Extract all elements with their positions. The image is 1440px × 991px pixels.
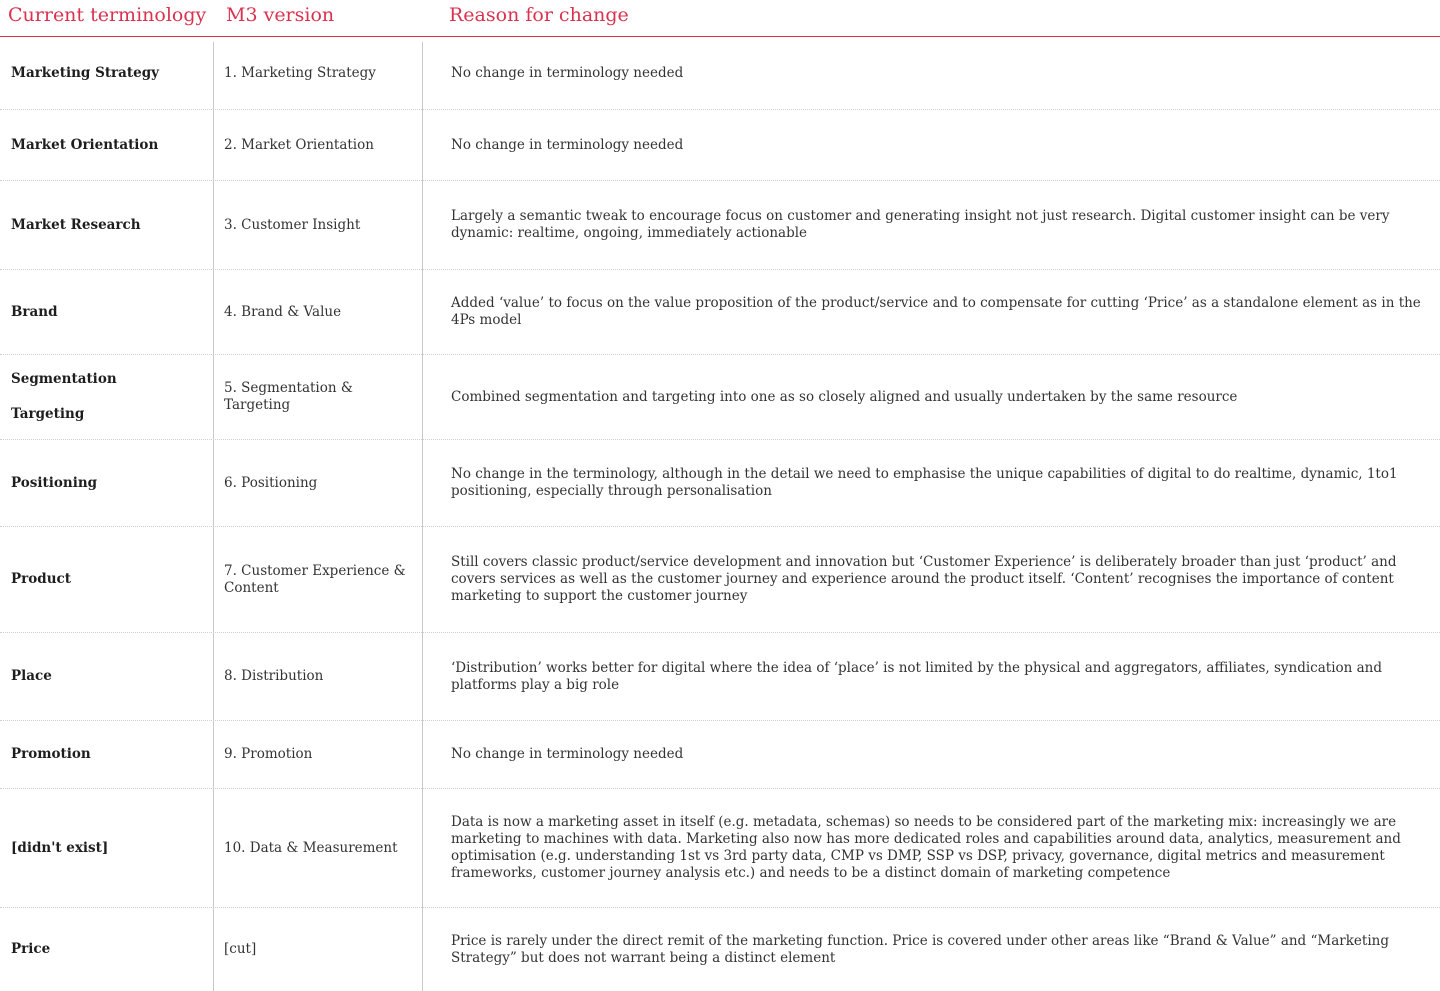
reason-cell: No change in terminology needed [451, 136, 684, 153]
m3-version-cell: 5. Segmentation & Targeting [224, 380, 353, 413]
m3-version-cell: 2. Market Orientation [224, 136, 374, 153]
column-header-m3-version: M3 version [226, 4, 335, 26]
current-term-cell: Marketing Strategy [11, 64, 160, 81]
table-row [0, 440, 1440, 527]
m3-version-cell: 10. Data & Measurement [224, 839, 398, 856]
m3-version-cell: 7. Customer Experience & Content [224, 562, 406, 596]
column-header-current-terminology: Current terminology [8, 4, 207, 26]
current-term-cell: Promotion [11, 746, 91, 762]
table-row [0, 355, 1440, 440]
current-term-cell: Positioning [11, 474, 98, 491]
current-term-cell: Price [11, 941, 51, 957]
reason-cell: No change in the terminology, although in the detail we need to emphasise the unique capabilities of digital to do realtime, dynamic, 1to1 positioning, especially through personalisation [451, 466, 1398, 499]
table-row [0, 181, 1440, 270]
reason-cell: Still covers classic product/service development and innovation but ‘Customer Experience’ is deliberately broader than just ‘product’ and covers services as well as the customer journey and experience around the product itself. ‘Content’ recognises the importance of content marketing to support the customer journey [451, 554, 1397, 604]
current-term-cell: Market Research [11, 216, 141, 233]
m3-version-cell: 9. Promotion [224, 746, 313, 762]
current-term-cell: Product [11, 571, 71, 587]
current-term-cell [11, 355, 206, 439]
table-row [0, 37, 1440, 110]
current-term-cell: Market Orientation [11, 136, 159, 153]
reason-cell: No change in terminology needed [451, 64, 684, 81]
reason-cell: Price is rarely under the direct remit of the marketing function. Price is covered under other areas like “Brand & Value” and “Marketing Strategy” but does not warrant being a distinct element [451, 932, 1389, 966]
current-term-line: Segmentation [11, 371, 117, 387]
current-term-line: Targeting [11, 406, 85, 422]
m3-version-cell: 1. Marketing Strategy [224, 64, 376, 81]
m3-version-cell: 6. Positioning [224, 474, 318, 491]
reason-cell: Data is now a marketing asset in itself (e.g. metadata, schemas) so needs to be considered part of the marketing mix: increasingly we are marketing to machines with data. Marketing also now has more dedicated roles and capabilities around data, analytics, measurement and optimisation (e.g. understanding 1st vs 3rd party data, CMP vs DMP, SSP vs DSP, privacy, governance, digital metrics and measurement frameworks, customer journey analysis etc.) and needs to be a distinct domain of marketing competence [451, 814, 1401, 881]
table-row [0, 110, 1440, 181]
table-header [0, 0, 1440, 37]
table-row [0, 789, 1440, 908]
reason-cell: Combined segmentation and targeting into one as so closely aligned and usually undertaken by the same resource [451, 388, 1238, 405]
m3-version-cell: 3. Customer Insight [224, 216, 361, 233]
column-header-reason-for-change: Reason for change [449, 4, 629, 26]
m3-version-cell: 4. Brand & Value [224, 303, 342, 320]
table-row [0, 633, 1440, 721]
reason-cell: Largely a semantic tweak to encourage focus on customer and generating insight not just research. Digital customer insight can be very dynamic: realtime, ongoing, immediately actionable [451, 208, 1390, 241]
table-row [0, 908, 1440, 991]
table-row [0, 721, 1440, 789]
current-term-cell: [didn't exist] [11, 839, 109, 856]
reason-cell: ‘Distribution’ works better for digital where the idea of ‘place’ is not limited by the physical and aggregators, affiliates, syndication and platforms play a big role [451, 659, 1383, 693]
reason-cell: Added ‘value’ to focus on the value proposition of the product/service and to compensate for cutting ‘Price’ as a standalone element as in the 4Ps model [451, 295, 1421, 328]
current-term-cell: Place [11, 668, 52, 684]
current-term-cell: Brand [11, 303, 58, 320]
table-row [0, 527, 1440, 633]
table-row [0, 270, 1440, 355]
m3-version-cell: 8. Distribution [224, 668, 324, 684]
m3-version-cell: [cut] [224, 941, 257, 957]
reason-cell: No change in terminology needed [451, 746, 684, 762]
